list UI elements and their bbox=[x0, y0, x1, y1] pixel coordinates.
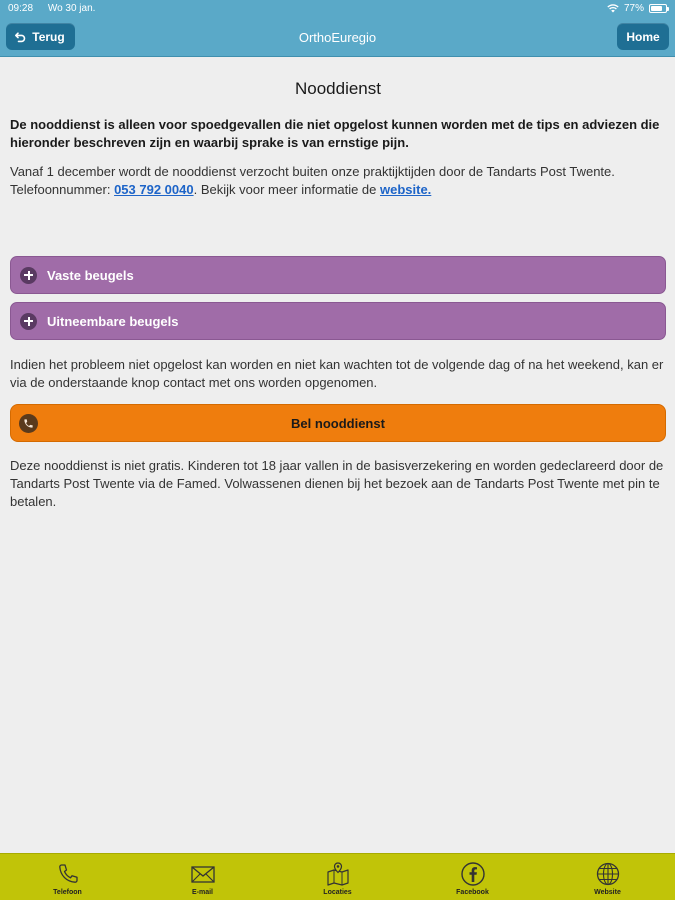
tab-telefoon[interactable] bbox=[0, 854, 135, 900]
mail-icon bbox=[189, 860, 217, 888]
phone-icon bbox=[54, 860, 82, 888]
status-time: 09:28 bbox=[8, 3, 34, 14]
tab-label: Locaties bbox=[323, 889, 352, 896]
info-text-1: Vanaf 1 december wordt de nooddienst verzocht buiten onze praktijktijden door de Tandarts Post Twente. Telefoonnummer: bbox=[10, 164, 615, 197]
status-date: Wo 30 jan. bbox=[47, 3, 96, 14]
tab-label: E-mail bbox=[191, 889, 213, 896]
cost-text: Deze nooddienst is niet gratis. Kinderen tot 18 jaar vallen in de basisverzekering en worden gedeclareerd door de Tandarts Post Twente via de Famed. Volwassenen dienen bij het bezoek aan de Tandarts Post Twente met pin te betalen. bbox=[10, 458, 664, 509]
phone-number-link[interactable]: 053 792 0040 bbox=[114, 182, 194, 197]
map-icon bbox=[324, 860, 352, 888]
main-content bbox=[10, 57, 666, 199]
phone-icon bbox=[19, 414, 38, 433]
page-title: Nooddienst bbox=[294, 79, 381, 98]
info-text-2: . Bekijk voor meer informatie de bbox=[193, 182, 380, 197]
contact-text: Indien het probleem niet opgelost kan worden en niet kan wachten tot de volgende dag of na het weekend, kan er via de onderstaande knop contact met ons worden opgenomen. bbox=[10, 357, 664, 390]
accordion-label: Vaste beugels bbox=[47, 267, 134, 283]
intro-text: De nooddienst is alleen voor spoedgevallen die niet opgelost kunnen worden met de tips en adviezen die hieronder beschreven zijn en waarbij sprake is van ernstige pijn. bbox=[10, 117, 660, 150]
app-header bbox=[0, 0, 675, 57]
tab-email[interactable] bbox=[135, 854, 270, 900]
plus-icon bbox=[20, 267, 37, 284]
back-button-label: Terug bbox=[32, 29, 65, 44]
status-bar bbox=[0, 0, 675, 18]
home-button[interactable]: Home bbox=[617, 23, 669, 50]
accordion-vaste-beugels[interactable] bbox=[10, 256, 666, 294]
wifi-icon bbox=[607, 4, 619, 13]
tab-facebook[interactable] bbox=[405, 854, 540, 900]
accordion-label: Uitneembare beugels bbox=[47, 313, 179, 329]
battery-level bbox=[651, 6, 662, 11]
website-link[interactable]: website. bbox=[380, 182, 432, 197]
plus-icon bbox=[20, 313, 37, 330]
tab-locaties[interactable] bbox=[270, 854, 405, 900]
battery-percent: 77% bbox=[623, 3, 644, 14]
tab-website[interactable] bbox=[540, 854, 675, 900]
call-emergency-button[interactable] bbox=[10, 404, 666, 442]
tab-label: Website bbox=[594, 889, 621, 896]
app-title: OrthoEuregio bbox=[298, 30, 377, 45]
accordion-uitneembare-beugels[interactable] bbox=[10, 302, 666, 340]
tab-label: Telefoon bbox=[53, 889, 82, 896]
tab-label: Facebook bbox=[456, 889, 489, 896]
globe-icon bbox=[594, 860, 622, 888]
facebook-icon bbox=[459, 860, 487, 888]
call-button-label: Bel nooddienst bbox=[291, 415, 385, 431]
info-paragraph bbox=[10, 163, 666, 199]
battery-icon bbox=[649, 4, 667, 13]
footer-tab-bar bbox=[0, 853, 675, 900]
